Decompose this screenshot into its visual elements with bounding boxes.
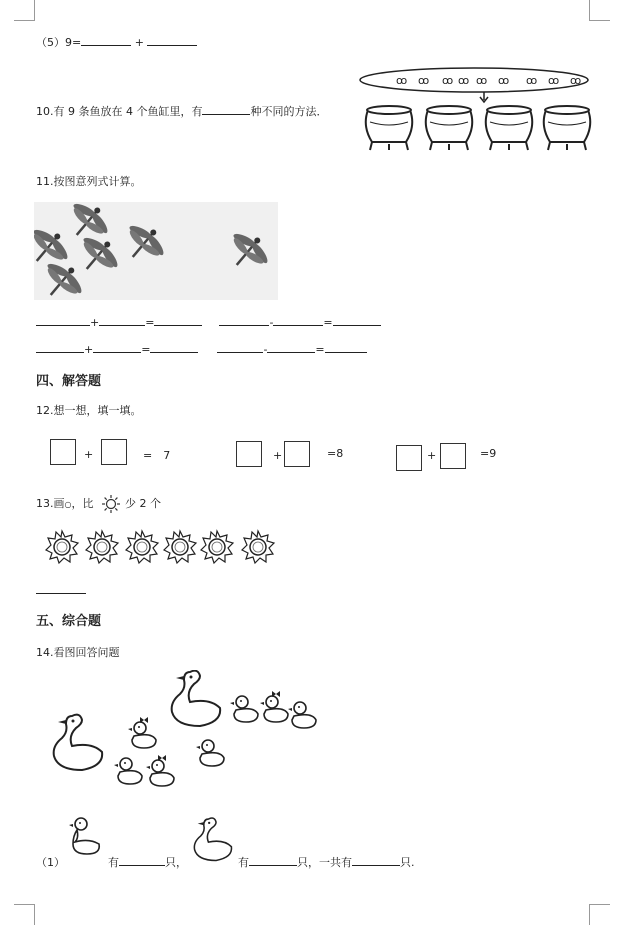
q5-blank-1[interactable] (81, 35, 131, 46)
q11-blank[interactable] (333, 315, 381, 326)
q14-blank-3[interactable] (352, 855, 400, 866)
duckling-icon (69, 816, 105, 856)
q11-blank[interactable] (36, 315, 90, 326)
q11-blank[interactable] (219, 315, 269, 326)
swans-ducklings-illustration (40, 670, 326, 796)
duckling-icon-3 (230, 696, 258, 722)
q12-box-4[interactable] (284, 441, 310, 467)
q11-minus: - (269, 316, 274, 329)
q12-box-6[interactable] (440, 443, 466, 469)
sun-icon (201, 531, 233, 563)
q12-plus-1: + (84, 448, 94, 461)
q11-blank[interactable] (150, 342, 198, 353)
q5-plus: + (134, 36, 144, 49)
q10-blank[interactable] (202, 104, 250, 115)
fishbowl-icon-4 (544, 106, 591, 150)
q11-blank[interactable] (273, 315, 323, 326)
q11-blank[interactable] (154, 315, 202, 326)
svg-text:ꝏ: ꝏ (418, 74, 430, 87)
q5-prefix: （5）9= (36, 36, 82, 49)
q12-box-5[interactable] (396, 445, 422, 471)
q12-box-3[interactable] (236, 441, 262, 467)
duckling-icon-7 (146, 755, 174, 786)
sun-icon (164, 531, 196, 563)
svg-text:ꝏ: ꝏ (548, 74, 560, 87)
q11-blank[interactable] (99, 315, 145, 326)
q13-text-b: ，比 (71, 497, 94, 510)
arrow-down-icon (480, 92, 488, 102)
q12-box-1[interactable] (50, 439, 76, 465)
q14-sub1-label: （1） (36, 856, 65, 869)
q11-equals: = (323, 316, 333, 329)
question-5 (36, 35, 197, 50)
question-13-prompt (36, 494, 161, 514)
q14-has-1: 有 (108, 856, 119, 869)
svg-text:ꝏ: ꝏ (458, 74, 470, 87)
section-4-title: 四、解答题 (36, 374, 102, 389)
duckling-icon-6 (114, 758, 142, 784)
q11-equation-row-1 (36, 315, 381, 330)
q11-blank[interactable] (93, 342, 141, 353)
corner-mark-top-right (589, 0, 610, 21)
q10-text-before: 10.有 9 条鱼放在 4 个鱼缸里，有 (36, 105, 203, 118)
q11-plus: + (90, 316, 100, 329)
q11-equals: = (145, 316, 155, 329)
q12-plus-3: + (427, 449, 437, 462)
question-10 (36, 104, 327, 119)
q11-equals: = (315, 343, 325, 356)
corner-mark-bottom-right (589, 904, 610, 925)
q14-unit-3: 只. (400, 856, 415, 869)
svg-text:ꝏ: ꝏ (442, 74, 454, 87)
question-14-prompt: 14.看图回答问题 (36, 646, 120, 659)
svg-text:ꝏ: ꝏ (476, 74, 488, 87)
q5-blank-2[interactable] (147, 35, 197, 46)
q11-minus: - (263, 343, 268, 356)
sun-icon (126, 531, 158, 563)
swan-icon-2 (172, 671, 221, 726)
q11-equation-row-2 (36, 342, 367, 357)
q11-plus: + (84, 343, 94, 356)
sun-icon (242, 531, 274, 563)
fishbowl-icon-1 (366, 106, 413, 150)
duckling-icon-4 (260, 691, 288, 722)
q12-eq-1: = 7 (143, 449, 171, 462)
sun-icon (101, 494, 121, 514)
q14-unit-2: 只，一共有 (297, 856, 352, 869)
svg-text:ꝏ: ꝏ (526, 74, 538, 87)
q13-answer-blank[interactable] (36, 593, 86, 594)
duckling-icon-1 (128, 717, 156, 748)
q14-blank-1[interactable] (119, 855, 165, 866)
corner-mark-top-left (14, 0, 35, 21)
q12-box-2[interactable] (101, 439, 127, 465)
q14-subquestion-1 (36, 806, 415, 869)
q13-circle-symbol: ○ (64, 500, 72, 509)
q14-has-2: 有 (238, 856, 249, 869)
dragonflies-illustration (34, 202, 278, 300)
q11-blank[interactable] (325, 342, 367, 353)
swan-icon-1 (54, 715, 103, 770)
q14-blank-2[interactable] (249, 855, 297, 866)
svg-text:ꝏ: ꝏ (570, 74, 582, 87)
q11-blank[interactable] (267, 342, 315, 353)
q11-blank[interactable] (36, 342, 84, 353)
q13-text-a: 13.画 (36, 497, 65, 510)
fish-bowls-illustration (358, 66, 594, 156)
svg-text:ꝏ: ꝏ (396, 74, 408, 87)
question-12-prompt: 12.想一想，填一填。 (36, 404, 142, 417)
corner-mark-bottom-left (14, 904, 35, 925)
q11-blank[interactable] (217, 342, 263, 353)
fishbowl-icon-2 (426, 106, 473, 150)
q10-text-after: 种不同的方法． (250, 105, 328, 118)
q13-text-c: 少 2 个 (124, 497, 161, 510)
fishbowl-icon-3 (486, 106, 533, 150)
section-5-title: 五、综合题 (36, 614, 102, 629)
q12-eq-3: =9 (480, 447, 497, 460)
q11-equals: = (141, 343, 151, 356)
question-11-prompt: 11.按图意列式计算。 (36, 175, 142, 188)
q12-plus-2: + (273, 449, 283, 462)
duckling-icon-5 (288, 702, 316, 728)
duckling-icon-2 (196, 740, 224, 766)
swan-icon (191, 816, 235, 862)
sun-icon (46, 531, 78, 563)
sun-icon (86, 531, 118, 563)
q14-unit-1: 只， (165, 856, 187, 869)
svg-text:ꝏ: ꝏ (498, 74, 510, 87)
suns-row (44, 528, 280, 566)
q12-eq-2: =8 (327, 447, 344, 460)
